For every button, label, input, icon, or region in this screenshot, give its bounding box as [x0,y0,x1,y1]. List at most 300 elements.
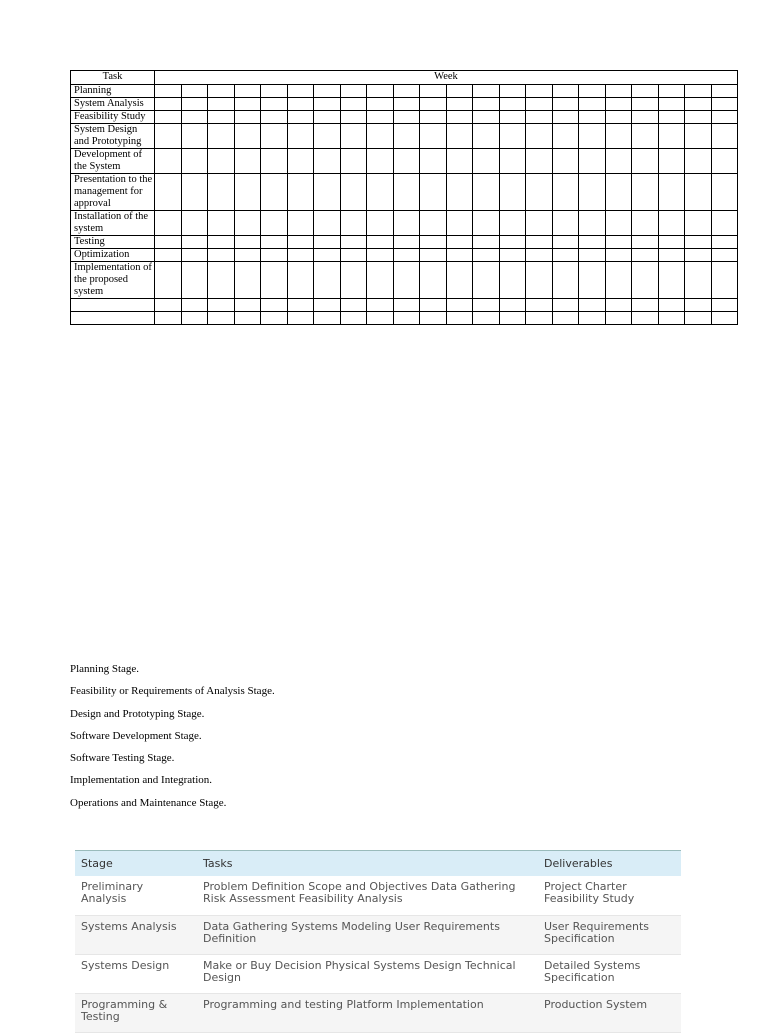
gantt-week-cell [632,249,659,262]
gantt-week-cell [579,299,606,312]
gantt-week-cell [499,124,526,149]
stage-list-item: Implementation and Integration. [70,774,213,787]
gantt-week-cell [632,85,659,98]
gantt-week-cell [367,149,394,174]
gantt-task-row [71,262,738,299]
gantt-week-cell [340,262,367,299]
gantt-week-cell [340,211,367,236]
gantt-week-cell [420,249,447,262]
gantt-week-cell [393,249,420,262]
gantt-week-cell [314,124,341,149]
stage-cell: Systems Design [75,954,197,993]
gantt-week-cell [155,249,182,262]
gantt-week-cell [552,236,579,249]
gantt-week-cell [685,249,712,262]
gantt-week-cell [261,299,288,312]
gantt-week-cell [579,98,606,111]
gantt-week-cell [420,98,447,111]
stage-list-item: Design and Prototyping Stage. [70,707,205,720]
gantt-task-name [71,312,155,325]
gantt-week-cell [499,111,526,124]
gantt-week-cell [155,124,182,149]
gantt-week-cell [711,98,738,111]
gantt-week-cell [208,85,235,98]
gantt-week-cell [446,211,473,236]
gantt-task-name: Development of the System [71,149,155,174]
gantt-week-cell [499,85,526,98]
gantt-week-cell [393,98,420,111]
gantt-week-cell [499,262,526,299]
sdlc-table-row [75,993,681,1032]
gantt-task-row [71,98,738,111]
stage-header: Stage [75,851,197,877]
sdlc-table-row [75,876,681,915]
gantt-week-cell [526,149,553,174]
gantt-week-cell [181,299,208,312]
gantt-week-cell [473,249,500,262]
gantt-week-cell [499,236,526,249]
gantt-week-cell [420,85,447,98]
stage-list-item: Software Testing Stage. [70,752,175,765]
gantt-week-cell [685,312,712,325]
gantt-week-cell [685,211,712,236]
gantt-task-name: System Analysis [71,98,155,111]
gantt-week-cell [711,124,738,149]
gantt-week-cell [658,211,685,236]
sdlc-stages-table [75,850,681,1033]
gantt-week-cell [393,211,420,236]
gantt-week-cell [261,262,288,299]
gantt-week-cell [499,312,526,325]
gantt-week-cell [499,98,526,111]
gantt-week-cell [208,174,235,211]
gantt-week-cell [711,85,738,98]
gantt-week-cell [155,312,182,325]
week-column-header: Week [155,71,738,85]
gantt-week-cell [473,236,500,249]
gantt-week-cell [287,85,314,98]
gantt-week-cell [367,236,394,249]
gantt-week-cell [234,299,261,312]
gantt-week-cell [579,236,606,249]
gantt-week-cell [340,312,367,325]
gantt-week-cell [367,249,394,262]
gantt-task-name: Feasibility Study [71,111,155,124]
gantt-week-cell [314,111,341,124]
gantt-week-cell [579,85,606,98]
gantt-week-cell [685,85,712,98]
gantt-week-cell [314,174,341,211]
gantt-week-cell [234,249,261,262]
gantt-week-cell [658,262,685,299]
gantt-week-cell [287,249,314,262]
gantt-week-cell [473,98,500,111]
gantt-week-cell [685,111,712,124]
gantt-week-cell [552,85,579,98]
gantt-week-cell [605,249,632,262]
gantt-week-cell [287,174,314,211]
gantt-week-cell [579,111,606,124]
gantt-week-cell [579,262,606,299]
gantt-week-cell [579,149,606,174]
gantt-week-cell [499,299,526,312]
gantt-week-cell [446,236,473,249]
gantt-week-cell [552,149,579,174]
gantt-week-cell [393,174,420,211]
gantt-week-cell [208,111,235,124]
gantt-week-cell [605,236,632,249]
tasks-cell: Problem Definition Scope and Objectives Data Gathering Risk Assessment Feasibility Analysis [197,876,538,915]
gantt-week-cell [367,124,394,149]
deliverables-cell: Production System [538,993,681,1032]
gantt-week-cell [526,174,553,211]
gantt-week-cell [685,149,712,174]
stage-list-item: Planning Stage. [70,663,140,675]
gantt-task-row [71,299,738,312]
gantt-task-row [71,236,738,249]
gantt-week-cell [181,174,208,211]
gantt-task-row [71,124,738,149]
gantt-week-cell [552,262,579,299]
gantt-week-cell [605,174,632,211]
gantt-week-cell [393,124,420,149]
gantt-week-cell [208,149,235,174]
gantt-week-cell [711,262,738,299]
gantt-task-row [71,111,738,124]
gantt-week-cell [711,299,738,312]
gantt-week-cell [473,124,500,149]
gantt-week-cell [446,249,473,262]
gantt-week-cell [261,249,288,262]
gantt-week-cell [473,149,500,174]
gantt-week-cell [420,174,447,211]
gantt-week-cell [367,111,394,124]
gantt-week-cell [552,174,579,211]
gantt-week-cell [685,236,712,249]
gantt-week-cell [155,149,182,174]
gantt-week-cell [632,111,659,124]
gantt-task-row [71,174,738,211]
gantt-week-cell [711,174,738,211]
gantt-task-row [71,312,738,325]
gantt-week-cell [579,249,606,262]
tasks-header: Tasks [197,851,538,877]
gantt-week-cell [552,312,579,325]
gantt-week-cell [314,85,341,98]
gantt-week-cell [526,85,553,98]
gantt-week-cell [658,299,685,312]
gantt-week-cell [632,174,659,211]
gantt-week-cell [287,98,314,111]
gantt-week-cell [261,98,288,111]
gantt-week-cell [155,111,182,124]
gantt-week-cell [685,262,712,299]
gantt-week-cell [287,124,314,149]
gantt-week-cell [314,312,341,325]
gantt-task-name: Presentation to the management for approval [71,174,155,211]
gantt-week-cell [605,211,632,236]
tasks-cell: Data Gathering Systems Modeling User Requirements Definition [197,915,538,954]
gantt-week-cell [420,111,447,124]
gantt-week-cell [393,236,420,249]
gantt-week-cell [499,249,526,262]
gantt-week-cell [314,98,341,111]
deliverables-cell: Project Charter Feasibility Study [538,876,681,915]
gantt-week-cell [261,85,288,98]
gantt-week-cell [579,312,606,325]
gantt-week-cell [208,211,235,236]
gantt-task-name: Planning [71,85,155,98]
gantt-week-cell [340,249,367,262]
gantt-week-cell [234,262,261,299]
gantt-week-cell [314,262,341,299]
gantt-week-cell [473,262,500,299]
gantt-task-row [71,85,738,98]
gantt-week-cell [685,174,712,211]
sdlc-header-row [75,851,681,877]
gantt-week-cell [446,111,473,124]
gantt-task-row [71,249,738,262]
gantt-task-name: Installation of the system [71,211,155,236]
gantt-week-cell [632,149,659,174]
gantt-week-cell [446,85,473,98]
gantt-week-cell [181,262,208,299]
gantt-week-cell [658,249,685,262]
gantt-week-cell [605,262,632,299]
gantt-week-cell [658,85,685,98]
gantt-week-cell [314,249,341,262]
gantt-task-name: Testing [71,236,155,249]
gantt-week-cell [579,174,606,211]
gantt-week-cell [526,312,553,325]
gantt-week-cell [155,262,182,299]
gantt-week-cell [181,249,208,262]
gantt-week-cell [420,124,447,149]
gantt-week-cell [393,111,420,124]
gantt-week-cell [208,262,235,299]
gantt-week-cell [526,262,553,299]
gantt-week-cell [711,111,738,124]
gantt-week-cell [579,211,606,236]
gantt-week-cell [711,249,738,262]
gantt-week-cell [658,124,685,149]
gantt-week-cell [181,124,208,149]
gantt-week-cell [181,236,208,249]
sdlc-stage-list [70,662,275,818]
gantt-week-cell [605,312,632,325]
gantt-week-cell [314,299,341,312]
gantt-week-cell [155,236,182,249]
gantt-week-cell [632,312,659,325]
gantt-week-cell [446,149,473,174]
stage-cell: Systems Analysis [75,915,197,954]
gantt-task-row [71,211,738,236]
gantt-week-cell [420,299,447,312]
gantt-week-cell [711,312,738,325]
gantt-week-cell [658,149,685,174]
gantt-week-cell [579,124,606,149]
gantt-week-cell [393,149,420,174]
gantt-week-cell [208,124,235,149]
gantt-week-cell [234,236,261,249]
gantt-week-cell [473,312,500,325]
gantt-task-name: Optimization [71,249,155,262]
gantt-week-cell [261,149,288,174]
gantt-week-cell [261,111,288,124]
gantt-chart-table [70,70,738,325]
gantt-week-cell [155,299,182,312]
gantt-week-cell [208,299,235,312]
gantt-week-cell [473,111,500,124]
gantt-week-cell [420,312,447,325]
gantt-week-cell [181,98,208,111]
gantt-week-cell [181,85,208,98]
gantt-week-cell [181,312,208,325]
gantt-week-cell [340,149,367,174]
gantt-week-cell [261,124,288,149]
gantt-week-cell [526,299,553,312]
tasks-cell: Make or Buy Decision Physical Systems Design Technical Design [197,954,538,993]
gantt-week-cell [367,211,394,236]
gantt-week-cell [446,98,473,111]
gantt-week-cell [605,149,632,174]
gantt-week-cell [287,149,314,174]
gantt-week-cell [367,98,394,111]
gantt-week-cell [367,85,394,98]
sdlc-table-row [75,954,681,993]
gantt-week-cell [314,236,341,249]
gantt-week-cell [605,124,632,149]
gantt-week-cell [658,174,685,211]
gantt-week-cell [234,312,261,325]
gantt-week-cell [314,211,341,236]
gantt-week-cell [261,312,288,325]
gantt-week-cell [605,98,632,111]
gantt-week-cell [314,149,341,174]
gantt-week-cell [393,85,420,98]
gantt-week-cell [632,299,659,312]
gantt-week-cell [552,211,579,236]
gantt-week-cell [287,299,314,312]
gantt-week-cell [367,174,394,211]
stage-cell: Preliminary Analysis [75,876,197,915]
gantt-week-cell [261,211,288,236]
gantt-week-cell [155,211,182,236]
gantt-week-cell [234,124,261,149]
gantt-task-name: Implementation of the proposed system [71,262,155,299]
gantt-week-cell [234,174,261,211]
gantt-week-cell [208,249,235,262]
gantt-week-cell [287,262,314,299]
gantt-week-cell [446,262,473,299]
gantt-week-cell [658,312,685,325]
gantt-week-cell [711,211,738,236]
sdlc-table-row [75,915,681,954]
gantt-week-cell [155,85,182,98]
gantt-week-cell [208,312,235,325]
tasks-cell: Programming and testing Platform Implementation [197,993,538,1032]
deliverables-header: Deliverables [538,851,681,877]
stage-list-item: Feasibility or Requirements of Analysis Stage. [70,685,275,698]
gantt-week-cell [208,236,235,249]
gantt-week-cell [685,124,712,149]
gantt-task-row [71,149,738,174]
gantt-week-cell [367,299,394,312]
gantt-week-cell [552,98,579,111]
gantt-week-cell [208,98,235,111]
gantt-week-cell [526,124,553,149]
gantt-week-cell [234,111,261,124]
gantt-week-cell [711,149,738,174]
gantt-week-cell [155,98,182,111]
gantt-week-cell [446,312,473,325]
gantt-week-cell [340,124,367,149]
gantt-week-cell [658,98,685,111]
gantt-week-cell [367,312,394,325]
gantt-week-cell [526,111,553,124]
gantt-week-cell [340,299,367,312]
gantt-week-cell [340,85,367,98]
gantt-week-cell [393,299,420,312]
gantt-week-cell [340,236,367,249]
gantt-week-cell [658,236,685,249]
gantt-week-cell [234,98,261,111]
gantt-week-cell [393,262,420,299]
gantt-week-cell [526,211,553,236]
gantt-week-cell [605,299,632,312]
gantt-week-cell [632,211,659,236]
gantt-week-cell [711,236,738,249]
gantt-week-cell [499,149,526,174]
deliverables-cell: User Requirements Specification [538,915,681,954]
gantt-week-cell [605,85,632,98]
gantt-week-cell [499,211,526,236]
task-column-header: Task [71,71,155,85]
gantt-week-cell [287,111,314,124]
stage-cell: Programming & Testing [75,993,197,1032]
gantt-week-cell [420,236,447,249]
gantt-week-cell [632,262,659,299]
gantt-header-row [71,71,738,85]
gantt-week-cell [420,211,447,236]
gantt-week-cell [287,312,314,325]
gantt-week-cell [340,98,367,111]
gantt-week-cell [446,174,473,211]
gantt-week-cell [234,211,261,236]
gantt-week-cell [261,174,288,211]
gantt-week-cell [499,174,526,211]
gantt-week-cell [632,124,659,149]
gantt-week-cell [181,111,208,124]
gantt-week-cell [526,98,553,111]
stage-list-item: Operations and Maintenance Stage. [70,796,227,809]
gantt-week-cell [234,149,261,174]
gantt-week-cell [420,149,447,174]
gantt-week-cell [340,111,367,124]
gantt-week-cell [473,211,500,236]
gantt-week-cell [393,312,420,325]
gantt-week-cell [287,211,314,236]
gantt-week-cell [367,262,394,299]
gantt-week-cell [181,211,208,236]
gantt-week-cell [473,85,500,98]
gantt-week-cell [552,249,579,262]
gantt-week-cell [340,174,367,211]
gantt-week-cell [234,85,261,98]
gantt-week-cell [685,98,712,111]
gantt-task-name: System Design and Prototyping [71,124,155,149]
gantt-week-cell [261,236,288,249]
